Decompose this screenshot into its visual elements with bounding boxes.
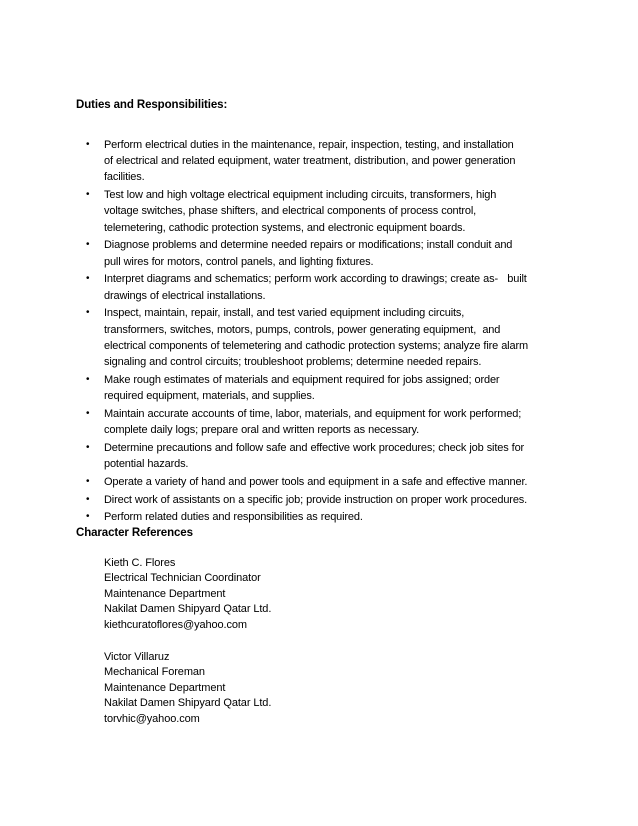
bullet-icon: • xyxy=(86,511,90,523)
duty-line: voltage switches, phase shifters, and electrical components of process control, xyxy=(104,205,477,218)
duty-line: facilities. xyxy=(104,171,145,184)
reference-title: Electrical Technician Coordinator xyxy=(104,572,261,585)
bullet-icon: • xyxy=(86,407,90,419)
duty-line: Interpret diagrams and schematics; perform work according to drawings; create as- built xyxy=(104,273,527,286)
reference-card xyxy=(104,556,271,633)
duty-line: of electrical and related equipment, water treatment, distribution, and power generation xyxy=(104,155,516,168)
duty-line: complete daily logs; prepare oral and written reports as necessary. xyxy=(104,424,419,437)
reference-department: Maintenance Department xyxy=(104,681,226,694)
reference-company: Nakilat Damen Shipyard Qatar Ltd. xyxy=(104,603,272,616)
bullet-icon: • xyxy=(86,139,90,150)
duties-list xyxy=(86,137,576,527)
reference-email: torvhic@yahoo.com xyxy=(104,712,200,725)
duty-item xyxy=(86,137,576,186)
duty-line: telemetering, cathodic protection systems, and electronic equipment boards. xyxy=(104,221,466,234)
duty-item xyxy=(86,237,576,269)
duty-line: Operate a variety of hand and power tools and equipment in a safe and effective manner. xyxy=(104,475,528,488)
bullet-icon: • xyxy=(86,493,90,505)
references-heading: Character References xyxy=(76,527,193,539)
duty-line: Perform related duties and responsibilities as required. xyxy=(104,511,363,524)
reference-name: Victor Villaruz xyxy=(104,651,170,663)
bullet-icon: • xyxy=(86,307,90,319)
duty-line: Determine precautions and follow safe and effective work procedures; check job sites for xyxy=(104,441,525,454)
duty-line: Make rough estimates of materials and equipment required for jobs assigned; order xyxy=(104,373,500,386)
bullet-icon: • xyxy=(86,373,90,385)
duty-item xyxy=(86,509,576,525)
duty-line: electrical components of telemetering and cathodic protection systems; analyze fire alarm xyxy=(104,339,528,352)
duty-line: Diagnose problems and determine needed repairs or modifications; install conduit and xyxy=(104,239,513,252)
duty-line: transformers, switches, motors, pumps, controls, power generating equipment, and xyxy=(104,323,501,336)
duty-item xyxy=(86,372,576,404)
reference-title: Mechanical Foreman xyxy=(104,666,205,679)
duty-item xyxy=(86,406,576,438)
duty-line: pull wires for motors, control panels, and lighting fixtures. xyxy=(104,255,374,268)
duty-line: Maintain accurate accounts of time, labor, materials, and equipment for work performed; xyxy=(104,407,522,420)
duty-line: potential hazards. xyxy=(104,458,189,471)
reference-department: Maintenance Department xyxy=(104,587,226,600)
duty-item xyxy=(86,187,576,236)
duty-line: Test low and high voltage electrical equipment including circuits, transformers, high xyxy=(104,189,497,202)
bullet-icon: • xyxy=(86,239,90,251)
duty-line: Perform electrical duties in the maintenance, repair, inspection, testing, and installation xyxy=(104,139,514,151)
duty-item xyxy=(86,271,576,303)
duty-line: signaling and control circuits; troubleshoot problems; determine needed repairs. xyxy=(104,356,482,369)
bullet-icon: • xyxy=(86,475,90,487)
duty-line: drawings of electrical installations. xyxy=(104,289,266,302)
bullet-icon: • xyxy=(86,441,90,453)
duty-line: Inspect, maintain, repair, install, and test varied equipment including circuits, xyxy=(104,307,465,320)
reference-card xyxy=(104,650,271,727)
duties-heading: Duties and Responsibilities: xyxy=(76,99,228,111)
duty-line: required equipment, materials, and supplies. xyxy=(104,390,315,403)
reference-email: kiethcuratoflores@yahoo.com xyxy=(104,618,247,631)
duty-line: Direct work of assistants on a specific job; provide instruction on proper work procedures. xyxy=(104,493,528,506)
duty-item xyxy=(86,474,576,490)
bullet-icon: • xyxy=(86,273,90,285)
bullet-icon: • xyxy=(86,189,90,201)
duty-item xyxy=(86,492,576,508)
duty-item xyxy=(86,440,576,472)
reference-company: Nakilat Damen Shipyard Qatar Ltd. xyxy=(104,697,272,710)
duty-item xyxy=(86,305,576,370)
reference-name: Kieth C. Flores xyxy=(104,557,176,569)
